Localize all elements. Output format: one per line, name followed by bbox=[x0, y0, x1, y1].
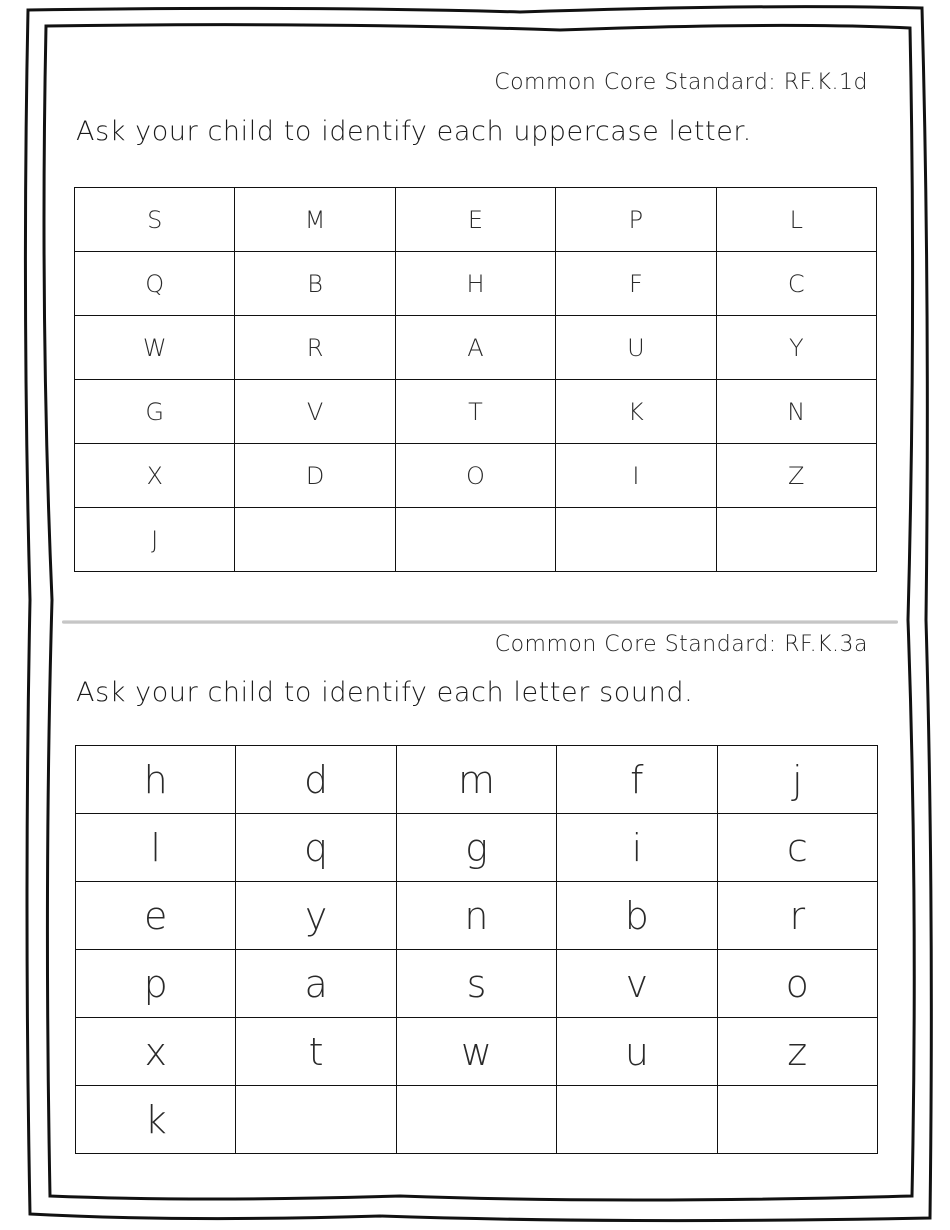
letter-cell: S bbox=[75, 188, 235, 252]
letter-cell: c bbox=[717, 814, 877, 882]
empty-cell bbox=[556, 508, 716, 572]
letter-cell: w bbox=[396, 1018, 556, 1086]
letter-cell: D bbox=[235, 444, 395, 508]
letter-cell: R bbox=[235, 316, 395, 380]
table-row bbox=[76, 882, 878, 950]
letter-cell: z bbox=[717, 1018, 877, 1086]
common-core-standard-label: Common Core Standard: RF.K.3a bbox=[494, 632, 868, 657]
uppercase-instruction: Ask your child to identify each uppercase letter. bbox=[76, 116, 752, 147]
letter-cell: t bbox=[236, 1018, 396, 1086]
letter-cell: Z bbox=[716, 444, 876, 508]
letter-cell: B bbox=[235, 252, 395, 316]
letter-cell: m bbox=[396, 746, 556, 814]
letter-cell: E bbox=[395, 188, 555, 252]
letter-cell: n bbox=[396, 882, 556, 950]
letter-cell: p bbox=[76, 950, 236, 1018]
letter-cell: s bbox=[396, 950, 556, 1018]
letter-cell: g bbox=[396, 814, 556, 882]
table-row bbox=[75, 444, 877, 508]
letter-sound-instruction: Ask your child to identify each letter sound. bbox=[76, 677, 694, 708]
letter-cell: o bbox=[717, 950, 877, 1018]
uppercase-letter-grid bbox=[74, 187, 877, 572]
table-row bbox=[76, 950, 878, 1018]
letter-cell: V bbox=[235, 380, 395, 444]
table-row bbox=[75, 188, 877, 252]
letter-cell: N bbox=[716, 380, 876, 444]
table-row bbox=[75, 508, 877, 572]
letter-cell: F bbox=[556, 252, 716, 316]
lowercase-letter-grid bbox=[75, 745, 878, 1154]
table-row bbox=[76, 814, 878, 882]
letter-cell: a bbox=[236, 950, 396, 1018]
common-core-standard-label: Common Core Standard: RF.K.1d bbox=[494, 70, 868, 95]
letter-cell: P bbox=[556, 188, 716, 252]
letter-cell: L bbox=[716, 188, 876, 252]
empty-cell bbox=[236, 1086, 396, 1154]
letter-cell: q bbox=[236, 814, 396, 882]
letter-cell: y bbox=[236, 882, 396, 950]
letter-cell: A bbox=[395, 316, 555, 380]
letter-cell: Y bbox=[716, 316, 876, 380]
empty-cell bbox=[395, 508, 555, 572]
empty-cell bbox=[716, 508, 876, 572]
letter-cell: h bbox=[76, 746, 236, 814]
letter-cell: r bbox=[717, 882, 877, 950]
table-row bbox=[75, 316, 877, 380]
letter-cell: M bbox=[235, 188, 395, 252]
letter-cell: u bbox=[557, 1018, 717, 1086]
empty-cell bbox=[717, 1086, 877, 1154]
letter-cell: I bbox=[556, 444, 716, 508]
section-divider bbox=[62, 620, 898, 624]
letter-cell: K bbox=[556, 380, 716, 444]
letter-cell: H bbox=[395, 252, 555, 316]
table-row bbox=[75, 380, 877, 444]
letter-cell: C bbox=[716, 252, 876, 316]
letter-cell: b bbox=[557, 882, 717, 950]
letter-cell: U bbox=[556, 316, 716, 380]
letter-cell: W bbox=[75, 316, 235, 380]
letter-cell: T bbox=[395, 380, 555, 444]
letter-cell: f bbox=[557, 746, 717, 814]
letter-cell: i bbox=[557, 814, 717, 882]
letter-cell: G bbox=[75, 380, 235, 444]
letter-cell: x bbox=[76, 1018, 236, 1086]
letter-cell: e bbox=[76, 882, 236, 950]
letter-cell: k bbox=[76, 1086, 236, 1154]
letter-cell: d bbox=[236, 746, 396, 814]
letter-cell: J bbox=[75, 508, 235, 572]
empty-cell bbox=[235, 508, 395, 572]
table-row bbox=[75, 252, 877, 316]
letter-cell: X bbox=[75, 444, 235, 508]
letter-cell: O bbox=[395, 444, 555, 508]
letter-cell: l bbox=[76, 814, 236, 882]
empty-cell bbox=[396, 1086, 556, 1154]
empty-cell bbox=[557, 1086, 717, 1154]
letter-cell: v bbox=[557, 950, 717, 1018]
table-row bbox=[76, 1018, 878, 1086]
letter-cell: j bbox=[717, 746, 877, 814]
table-row bbox=[76, 1086, 878, 1154]
letter-cell: Q bbox=[75, 252, 235, 316]
table-row bbox=[76, 746, 878, 814]
